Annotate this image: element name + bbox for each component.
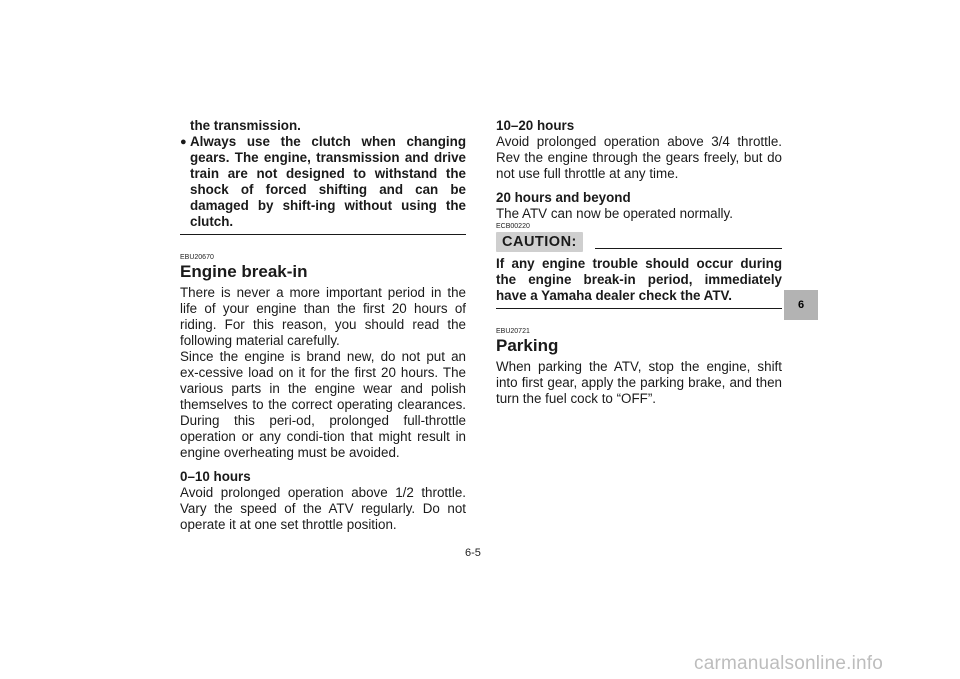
parking-section-title: Parking <box>496 336 559 355</box>
watermark: carmanualsonline.info <box>694 653 884 674</box>
warning-bullet-item <box>180 134 466 230</box>
break-in-paragraph-1: There is never a more important period in the life of your engine than the first 20 hours of riding. For this reason, you should read the following material carefully. <box>180 285 466 348</box>
parking-text: When parking the ATV, stop the engine, shift into first gear, apply the parking brake, and then turn the fuel cock to “OFF”. <box>496 359 782 406</box>
subsection-text-20-beyond: The ATV can now be operated normally. <box>496 206 733 221</box>
caution-text: If any engine trouble should occur during the engine break-in period, immediately have a Yamaha dealer check the ATV. <box>496 256 782 303</box>
break-in-paragraph-2: Since the engine is brand new, do not put an ex-cessive load on it for the first 20 hours. The various parts in the engine wear and polish themselves to the correct operating clearances. During this peri-od, prolonged full-throttle operation or any condi-tion that might result in engine overheating must be avoided. <box>180 349 466 460</box>
section-code: EBU20670 <box>180 254 214 261</box>
bullet-icon: ● <box>180 136 187 148</box>
left-column <box>180 118 466 533</box>
page-number: 6-5 <box>465 547 481 559</box>
chapter-tab: 6 <box>784 290 818 320</box>
subsection-text-10-20: Avoid prolonged operation above 3/4 throttle. Rev the engine through the gears freely, but do not use full throttle at any time. <box>496 134 782 181</box>
parking-section-code: EBU20721 <box>496 328 530 335</box>
bullet-text: Always use the clutch when changing gears. The engine, transmission and drive train are not designed to withstand the shock of forced shifting and can be damaged by shift-ing without using the clutch. <box>190 134 466 229</box>
subsection-title-20-beyond: 20 hours and beyond <box>496 190 631 205</box>
caution-header <box>496 232 782 252</box>
warning-end-rule <box>180 234 466 235</box>
caution-end-rule <box>496 308 782 309</box>
subsection-text-0-10: Avoid prolonged operation above 1/2 throttle. Vary the speed of the ATV regularly. Do not operate it at one set throttle position. <box>180 485 466 532</box>
caution-badge: CAUTION: <box>496 232 583 252</box>
continued-warning-text: the transmission. <box>190 118 301 133</box>
subsection-title-0-10: 0–10 hours <box>180 469 251 484</box>
section-title: Engine break-in <box>180 262 308 281</box>
caution-rule <box>595 248 782 249</box>
right-column <box>496 118 782 407</box>
caution-code: ECB00220 <box>496 223 530 230</box>
subsection-title-10-20: 10–20 hours <box>496 118 575 133</box>
